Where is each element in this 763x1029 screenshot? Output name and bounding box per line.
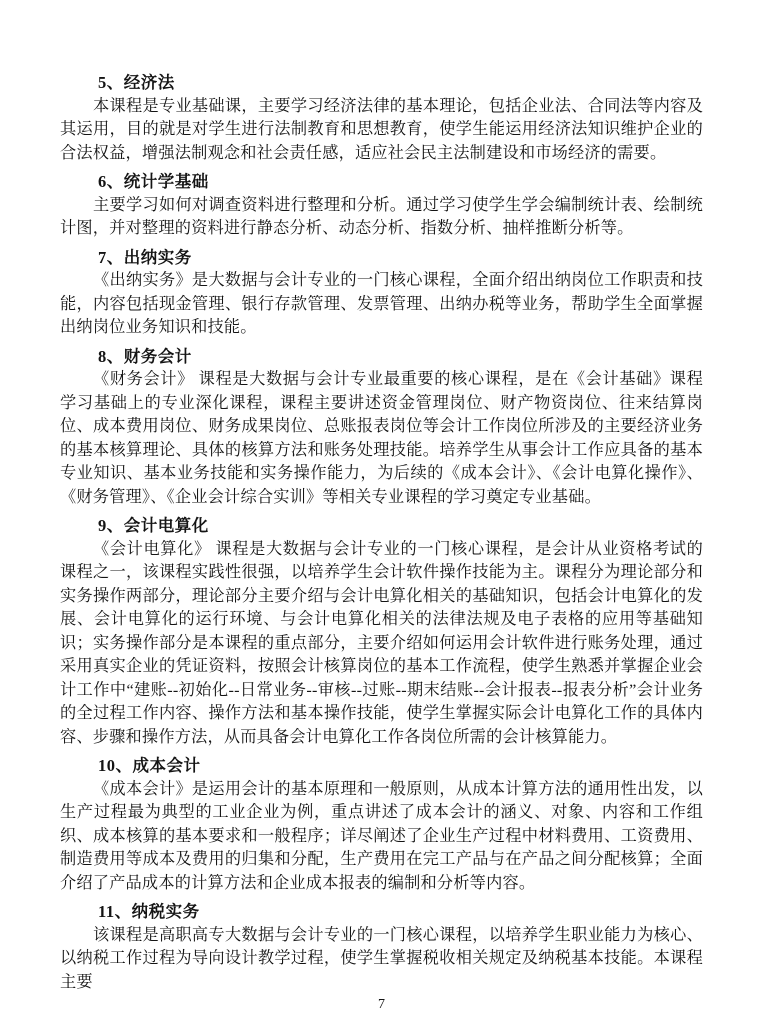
section-heading: 9、会计电算化 xyxy=(98,516,209,535)
section-cashier-practice xyxy=(60,246,703,340)
section-paragraph: 本课程是专业基础课，主要学习经济法律的基本理论，包括企业法、合同法等内容及其运用，目的就是对学生进行法制教育和思想教育，使学生能运用经济法知识维护企业的合法权益，增强法制观念和社会责任感，适应社会民主法制建设和市场经济的需要。 xyxy=(60,96,703,162)
section-heading: 5、经济法 xyxy=(98,73,175,92)
section-paragraph: 《出纳实务》是大数据与会计专业的一门核心课程，全面介绍出纳岗位工作职责和技能，内容包括现金管理、银行存款管理、发票管理、出纳办税等业务，帮助学生全面掌握出纳岗位业务知识和技能。 xyxy=(60,271,703,336)
section-paragraph: 该课程是高职高专大数据与会计专业的一门核心课程，以培养学生职业能力为核心、以纳税工作过程为导向设计教学过程，使学生掌握税收相关规定及纳税基本技能。本课程主要 xyxy=(60,925,703,991)
section-cost-accounting xyxy=(60,754,703,895)
section-heading: 10、成本会计 xyxy=(98,756,201,775)
section-financial-accounting xyxy=(60,345,703,510)
section-economic-law xyxy=(60,71,703,165)
section-paragraph: 《会计电算化》 课程是大数据与会计专业的一门核心课程，是会计从业资格考试的课程之一，该课程实践性很强，以培养学生会计软件操作技能为主。课程分为理论部分和实务操作两部分，理论部分主要介绍与会计电算化相关的基础知识，包括会计电算化的发展、会计电算化的运行环境、与会计电算化相关的法律法规及电子表格的应用等基础知识；实务操作部分是本课程的重点部分，主要介绍如何运用会计软件进行账务处理，通过采用真实企业的凭证资料，按照会计核算岗位的基本工作流程，使学生熟悉并掌握企业会计工作中“建账--初始化--日常业务--审核--过账--期末结账--会计报表--报表分析”会计业务的全过程工作内容、操作方法和基本操作技能，使学生掌握实际会计电算化工作的具体内容、步骤和操作方法，从而具备会计电算化工作各岗位所需的会计核算能力。 xyxy=(60,539,703,746)
section-heading: 11、纳税实务 xyxy=(98,902,200,921)
section-statistics-basics xyxy=(60,170,703,241)
section-paragraph: 《成本会计》是运用会计的基本原理和一般原则，从成本计算方法的通用性出发，以生产过程最为典型的工业企业为例，重点讲述了成本会计的涵义、对象、内容和工作组织、成本核算的基本要求和一般程序；详尽阐述了企业生产过程中材料费用、工资费用、制造费用等成本及费用的归集和分配，生产费用在完工产品与在产品之间分配核算；全面介绍了产品成本的计算方法和企业成本报表的编制和分析等内容。 xyxy=(60,779,703,892)
section-paragraph: 《财务会计》 课程是大数据与会计专业最重要的核心课程，是在《会计基础》课程学习基础上的专业深化课程，课程主要讲述资金管理岗位、财产物资岗位、往来结算岗位、成本费用岗位、财务成果岗位、总账报表岗位等会计工作岗位所涉及的主要经济业务的基本核算理论、具体的核算方法和账务处理技能。培养学生从事会计工作应具备的基本专业知识、基本业务技能和实务操作能力，为后续的《成本会计》、《会计电算化操作》、《财务管理》、《企业会计综合实训》等相关专业课程的学习奠定专业基础。 xyxy=(60,370,703,506)
section-heading: 8、财务会计 xyxy=(98,346,192,366)
page-number: 7 xyxy=(378,997,385,1012)
section-computerized-accounting xyxy=(60,514,703,749)
section-heading: 7、出纳实务 xyxy=(98,247,192,267)
section-heading: 6、统计学基础 xyxy=(98,172,209,191)
section-tax-practice xyxy=(60,900,703,994)
section-paragraph: 主要学习如何对调查资料进行整理和分析。通过学习使学生学会编制统计表、绘制统计图，并对整理的资料进行静态分析、动态分析、指数分析、抽样推断分析等。 xyxy=(60,195,703,237)
